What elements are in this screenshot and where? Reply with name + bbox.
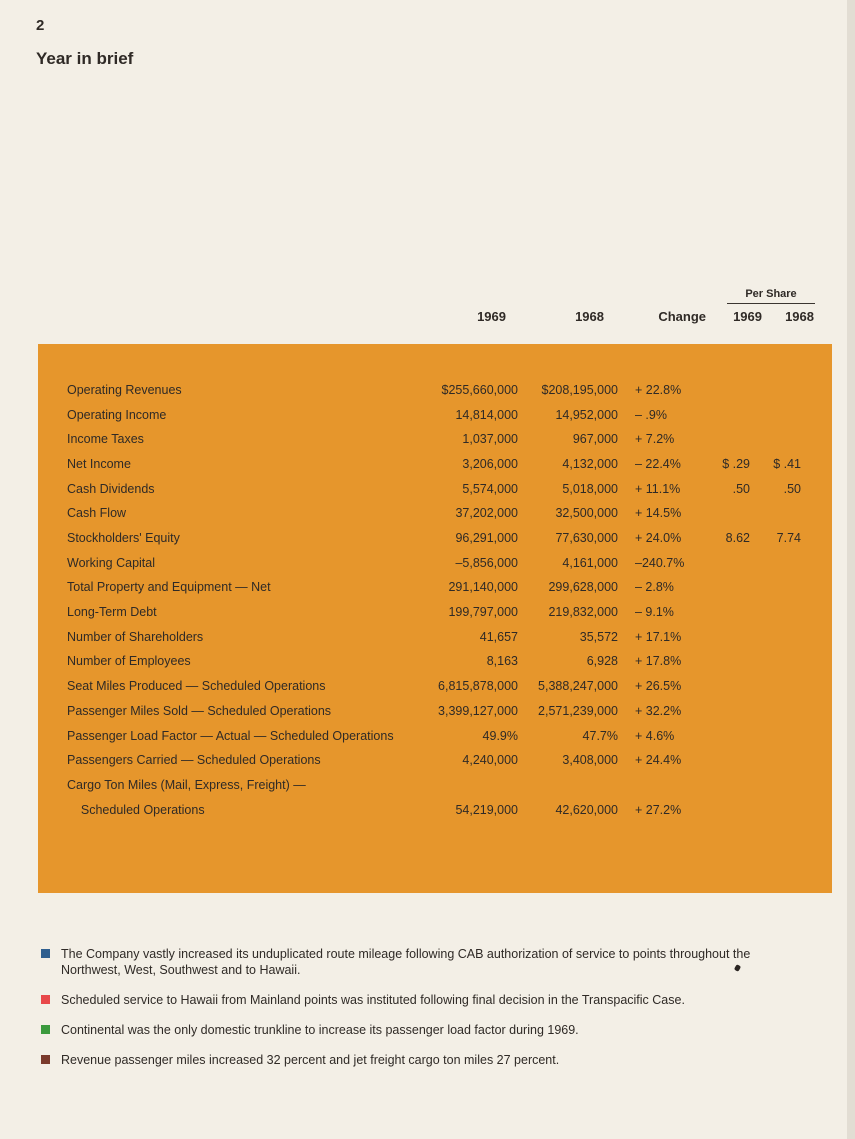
change-value: –240.7% xyxy=(635,556,685,570)
value-1968: 32,500,000 xyxy=(555,506,618,520)
row-label: Number of Employees xyxy=(67,654,191,668)
table-row xyxy=(38,630,832,650)
value-1969: 6,815,878,000 xyxy=(438,679,518,693)
row-label: Operating Income xyxy=(67,408,167,422)
change-value: + 17.1% xyxy=(635,630,682,644)
value-1968: 6,928 xyxy=(586,654,618,668)
value-1968: 4,161,000 xyxy=(562,556,618,570)
value-1969: –5,856,000 xyxy=(455,556,518,570)
column-header-change: Change xyxy=(658,309,706,324)
row-label: Cash Flow xyxy=(67,506,127,520)
per-share-1969: $ .29 xyxy=(722,457,750,471)
value-1968: $208,195,000 xyxy=(541,383,618,397)
row-label: Total Property and Equipment — Net xyxy=(67,580,271,594)
value-1969: 3,206,000 xyxy=(462,457,518,471)
table-row xyxy=(38,753,832,773)
highlight-text: Revenue passenger miles increased 32 percent and jet freight cargo ton miles 27 percent. xyxy=(61,1053,560,1067)
table-row xyxy=(38,457,832,477)
table-row xyxy=(38,580,832,600)
value-1969: $255,660,000 xyxy=(441,383,518,397)
financial-summary-panel xyxy=(38,344,832,893)
value-1969: 14,814,000 xyxy=(455,408,518,422)
change-value: + 24.4% xyxy=(635,753,682,767)
row-label: Scheduled Operations xyxy=(67,803,205,817)
value-1968: 5,018,000 xyxy=(562,482,618,496)
square-bullet-icon xyxy=(41,1055,50,1064)
row-label: Operating Revenues xyxy=(67,383,182,397)
row-label: Long-Term Debt xyxy=(67,605,157,619)
row-label: Cargo Ton Miles (Mail, Express, Freight) — xyxy=(67,778,306,792)
per-share-1968: $ .41 xyxy=(773,457,801,471)
per-share-1969: 8.62 xyxy=(725,531,750,545)
row-label: Number of Shareholders xyxy=(67,630,204,644)
change-value: + 24.0% xyxy=(635,531,682,545)
per-share-header: Per Share xyxy=(727,288,815,304)
page-edge-shadow xyxy=(847,0,855,1139)
value-1968: 35,572 xyxy=(579,630,618,644)
value-1968: 2,571,239,000 xyxy=(538,704,618,718)
column-header-per-share-1969: 1969 xyxy=(733,309,762,324)
per-share-1968: .50 xyxy=(783,482,801,496)
table-row xyxy=(38,432,832,452)
table-row xyxy=(38,408,832,428)
change-value: + 11.1% xyxy=(635,482,681,496)
change-value: + 17.8% xyxy=(635,654,682,668)
table-row xyxy=(38,679,832,699)
change-value: + 7.2% xyxy=(635,432,675,446)
table-row xyxy=(38,506,832,526)
value-1969: 37,202,000 xyxy=(455,506,518,520)
change-value: + 26.5% xyxy=(635,679,682,693)
value-1968: 77,630,000 xyxy=(555,531,618,545)
change-value: – 2.8% xyxy=(635,580,674,594)
highlight-text: Scheduled service to Hawaii from Mainland points was instituted following final decision in the Transpacific Case. xyxy=(61,993,685,1007)
value-1968: 42,620,000 xyxy=(555,803,618,817)
per-share-1969: .50 xyxy=(732,482,750,496)
change-value: + 14.5% xyxy=(635,506,682,520)
table-row xyxy=(38,778,832,798)
page-title: Year in brief xyxy=(36,49,134,68)
table-row xyxy=(38,605,832,625)
column-header-1969: 1969 xyxy=(477,309,506,324)
table-row xyxy=(38,556,832,576)
table-row xyxy=(38,531,832,551)
table-row xyxy=(38,482,832,502)
row-label: Income Taxes xyxy=(67,432,144,446)
row-label: Working Capital xyxy=(67,556,156,570)
highlight-text: The Company vastly increased its unduplicated route mileage following CAB authorization of service to points throughout the Northwest, West, Southwest and to Hawaii. xyxy=(61,947,751,977)
value-1969: 199,797,000 xyxy=(448,605,518,619)
row-label: Passenger Miles Sold — Scheduled Operations xyxy=(67,704,332,718)
value-1969: 41,657 xyxy=(479,630,518,644)
row-label: Stockholders' Equity xyxy=(67,531,180,545)
value-1968: 299,628,000 xyxy=(548,580,618,594)
row-label: Cash Dividends xyxy=(67,482,155,496)
value-1968: 3,408,000 xyxy=(562,753,618,767)
table-row xyxy=(38,704,832,724)
value-1969: 4,240,000 xyxy=(462,753,518,767)
row-label: Seat Miles Produced — Scheduled Operations xyxy=(67,679,326,693)
row-label: Passengers Carried — Scheduled Operations xyxy=(67,753,321,767)
row-label: Net Income xyxy=(67,457,131,471)
per-share-1968: 7.74 xyxy=(776,531,801,545)
table-row xyxy=(38,383,832,403)
highlight-text: Continental was the only domestic trunkline to increase its passenger load factor during 1969. xyxy=(61,1023,579,1037)
value-1968: 219,832,000 xyxy=(548,605,618,619)
value-1969: 3,399,127,000 xyxy=(438,704,518,718)
table-row xyxy=(38,803,832,823)
value-1968: 5,388,247,000 xyxy=(538,679,618,693)
value-1969: 49.9% xyxy=(482,729,518,743)
change-value: + 32.2% xyxy=(635,704,682,718)
square-bullet-icon xyxy=(41,1025,50,1034)
change-value: + 22.8% xyxy=(635,383,682,397)
value-1969: 291,140,000 xyxy=(448,580,518,594)
column-header-1968: 1968 xyxy=(575,309,604,324)
value-1968: 14,952,000 xyxy=(555,408,618,422)
value-1969: 1,037,000 xyxy=(462,432,518,446)
change-value: – .9% xyxy=(635,408,667,422)
page-number: 2 xyxy=(36,17,45,34)
change-value: – 9.1% xyxy=(635,605,674,619)
square-bullet-icon xyxy=(41,995,50,1004)
value-1969: 5,574,000 xyxy=(462,482,518,496)
value-1969: 54,219,000 xyxy=(455,803,518,817)
value-1968: 4,132,000 xyxy=(562,457,618,471)
change-value: – 22.4% xyxy=(635,457,681,471)
value-1969: 8,163 xyxy=(486,654,518,668)
table-row xyxy=(38,654,832,674)
change-value: + 4.6% xyxy=(635,729,675,743)
table-row xyxy=(38,729,832,749)
row-label: Passenger Load Factor — Actual — Scheduled Operations xyxy=(67,729,394,743)
change-value: + 27.2% xyxy=(635,803,682,817)
value-1968: 47.7% xyxy=(582,729,618,743)
value-1968: 967,000 xyxy=(572,432,618,446)
square-bullet-icon xyxy=(41,949,50,958)
column-header-per-share-1968: 1968 xyxy=(785,309,814,324)
value-1969: 96,291,000 xyxy=(455,531,518,545)
